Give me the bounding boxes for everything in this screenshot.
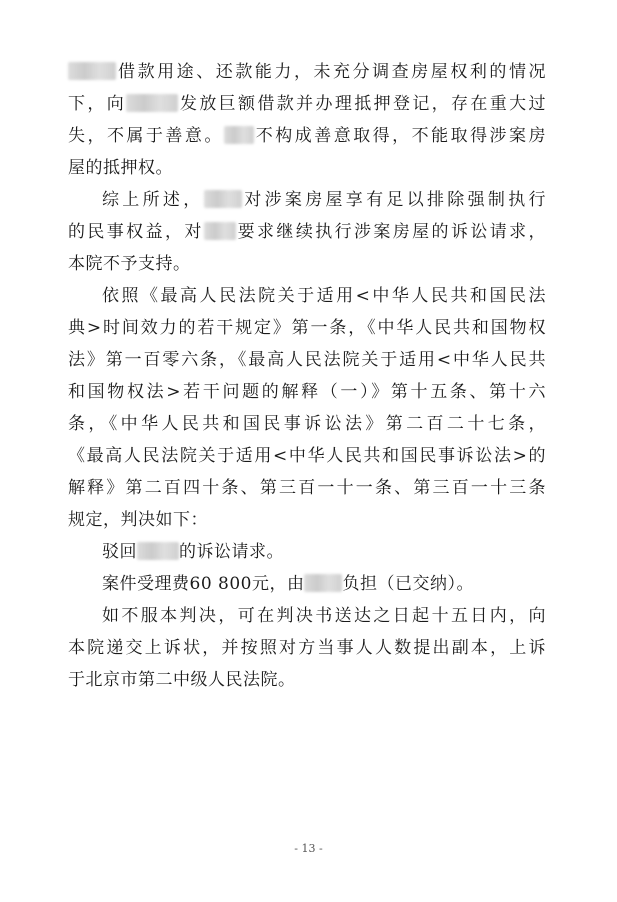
text-line: 规定，判决如下：: [68, 510, 208, 530]
text-line: 《最高人民法院关于适用<中华人民共和国民事诉讼法>的: [68, 446, 546, 466]
page-number: - 13 -: [294, 842, 323, 855]
text-line: 的民事权益，对 要求继续执行涉案房屋的诉讼请求，: [68, 222, 547, 242]
redacted-text: [137, 542, 179, 560]
redacted-text: [126, 94, 178, 112]
redacted-text: [304, 574, 342, 592]
text-line: 依照《最高人民法院关于适用<中华人民共和国民法: [102, 286, 546, 306]
text-line: 下，向 发放巨额借款并办理抵押登记，存在重大过: [68, 94, 547, 114]
redacted-text: [204, 222, 236, 240]
text-line: 本院不予支持。: [68, 254, 191, 274]
text-line: 于北京市第二中级人民法院。: [68, 670, 296, 690]
judgment-body: [68, 56, 546, 696]
text-line: 综上所述， 对涉案房屋享有足以排除强制执行: [102, 190, 546, 210]
redacted-text: [68, 62, 116, 80]
text-line: 失，不属于善意。 不构成善意取得，不能取得涉案房: [68, 126, 547, 146]
redacted-text: [224, 126, 254, 144]
text-line: 本院递交上诉状，并按照对方当事人人数提出副本，上诉: [68, 638, 546, 658]
text-line: 和国物权法>若干问题的解释（一）》第十五条、第十六: [68, 382, 546, 402]
text-line: 借款用途、还款能力，未充分调查房屋权利的情况: [68, 56, 546, 88]
text-line: 法》第一百零六条，《最高人民法院关于适用<中华人民共: [68, 350, 546, 370]
text-line: 典>时间效力的若干规定》第一条，《中华人民共和国物权: [68, 318, 546, 338]
text-line: 如不服本判决，可在判决书送达之日起十五日内，向: [102, 606, 546, 626]
text-line: 案件受理费60 800元，由 负担（已交纳）。: [102, 574, 474, 594]
redacted-text: [204, 190, 242, 208]
text-line: 条，《中华人民共和国民事诉讼法》第二百二十七条，: [68, 414, 546, 434]
text-line: 驳回 的诉讼请求。: [102, 542, 284, 562]
text-line: 屋的抵押权。: [68, 158, 173, 178]
text-line: 解释》第二百四十条、第三百一十一条、第三百一十三条: [68, 478, 546, 498]
